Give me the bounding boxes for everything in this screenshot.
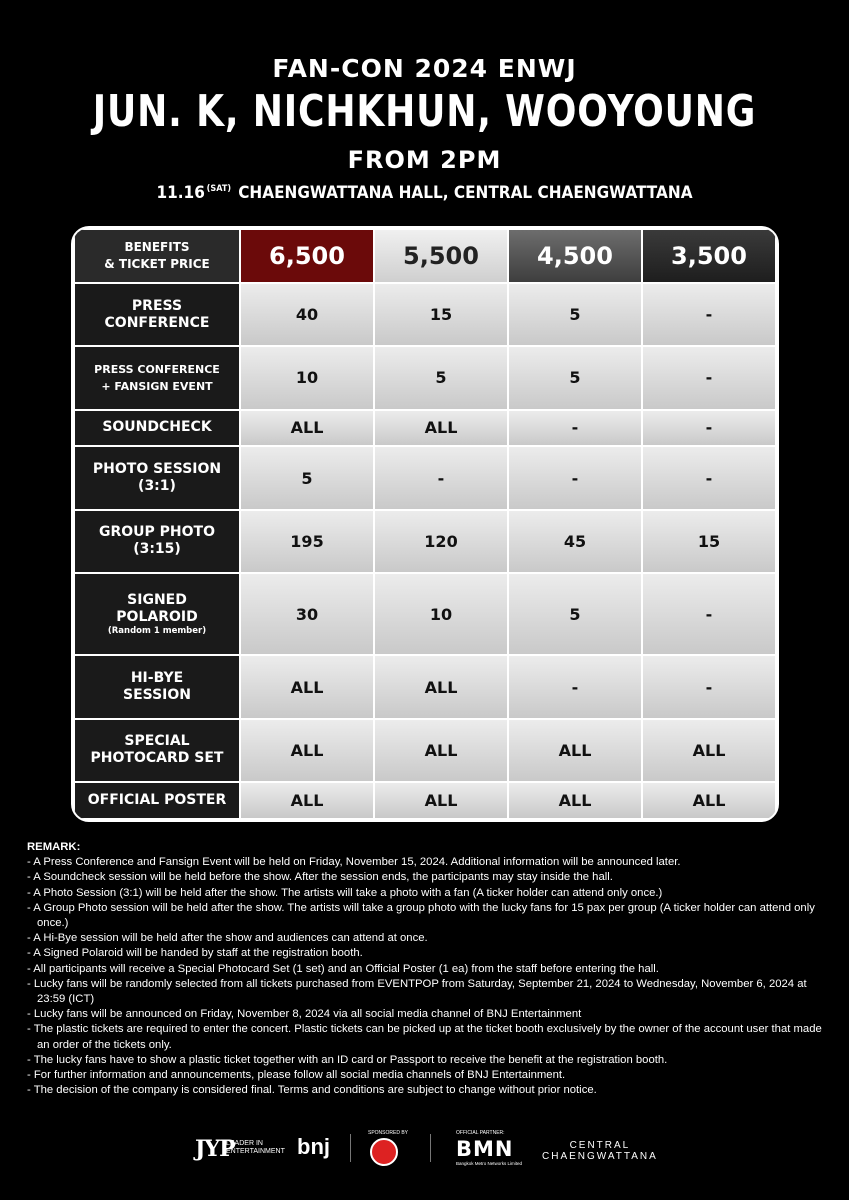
table-cell: 30 xyxy=(240,573,374,656)
central-chaengwattana-logo: CENTRAL CHAENGWATTANA xyxy=(542,1140,658,1162)
remark-item: - A Photo Session (3:1) will be held after the show. The artists will take a photo with a fan (A ticker holder can attend only once.) xyxy=(27,886,663,899)
table-row xyxy=(74,346,776,409)
price-4500: 4,500 xyxy=(508,229,642,283)
table-cell: 15 xyxy=(642,510,776,573)
remark-item: - All participants will receive a Special Photocard Set (1 set) and an Official Poster (1 ea) from the staff before entering the hall. xyxy=(27,962,659,975)
jyp-logo: JYP xyxy=(195,1136,235,1162)
sponsor-logos xyxy=(0,1128,849,1178)
jyp-tagline: LEADER IN ENTERTAINMENT xyxy=(226,1140,285,1155)
table-cell: ALL xyxy=(374,655,508,718)
sponsored-by-label: SPONSORED BY xyxy=(368,1130,409,1136)
table-cell: 195 xyxy=(240,510,374,573)
table-cell: - xyxy=(508,655,642,718)
bnj-logo: bnj xyxy=(297,1134,330,1159)
table-cell: 5 xyxy=(508,573,642,656)
row-label-hi-bye: HI-BYE SESSION xyxy=(74,655,240,718)
show-time: FROM 2PM xyxy=(347,146,502,174)
date-venue xyxy=(42,183,806,203)
table-cell: ALL xyxy=(374,719,508,782)
table-row xyxy=(74,655,776,718)
logo-divider xyxy=(350,1134,351,1162)
table-header-row xyxy=(74,229,776,283)
table-cell: ALL xyxy=(240,782,374,819)
table-cell: 45 xyxy=(508,510,642,573)
table-cell: - xyxy=(642,346,776,409)
table-cell: - xyxy=(508,446,642,509)
table-row xyxy=(74,446,776,509)
table-cell: - xyxy=(374,446,508,509)
table-cell: - xyxy=(642,573,776,656)
table-row xyxy=(74,283,776,346)
row-label-photocard-set: SPECIAL PHOTOCARD SET xyxy=(74,719,240,782)
table-row xyxy=(74,573,776,656)
bmn-tagline: Bangkok Metro Networks Limited xyxy=(456,1161,523,1166)
table-cell: ALL xyxy=(374,782,508,819)
remarks-title: REMARK: xyxy=(27,841,81,853)
table-cell: 5 xyxy=(508,283,642,346)
table-cell: - xyxy=(642,655,776,718)
table-cell: - xyxy=(642,283,776,346)
row-label-official-poster: OFFICIAL POSTER xyxy=(74,782,240,819)
remark-item: - A Group Photo session will be held after the show. The artists will take a group photo with the lucky fans for 15 pax per group (A ticker holder can attend only once.) xyxy=(27,901,815,930)
table-cell: ALL xyxy=(642,719,776,782)
artist-names: JUN. K, NICHKHUN, WOOYOUNG xyxy=(92,86,757,137)
table-row xyxy=(74,410,776,447)
table-row xyxy=(74,510,776,573)
table-row xyxy=(74,782,776,819)
row-label-press-fansign: PRESS CONFERENCE + FANSIGN EVENT xyxy=(74,346,240,409)
remark-item: - Lucky fans will be announced on Friday, November 8, 2024 via all social media channel of BNJ Entertainment xyxy=(27,1008,582,1021)
row-label-photo-session: PHOTO SESSION (3:1) xyxy=(74,446,240,509)
table-cell: ALL xyxy=(508,719,642,782)
bmn-logo: BMN xyxy=(456,1137,514,1161)
logo-divider xyxy=(430,1134,431,1162)
table-cell: 5 xyxy=(240,446,374,509)
table-header-label: BENEFITS & TICKET PRICE xyxy=(74,229,240,283)
table-cell: - xyxy=(508,410,642,447)
remark-item: - A Hi-Bye session will be held after the show and audiences can attend at once. xyxy=(27,932,428,945)
table-cell: ALL xyxy=(240,719,374,782)
remark-item: - The decision of the company is considered final. Terms and conditions are subject to change without prior notice. xyxy=(27,1084,597,1097)
table-cell: - xyxy=(642,446,776,509)
table-row xyxy=(74,719,776,782)
table-cell: ALL xyxy=(374,410,508,447)
table-cell: 5 xyxy=(508,346,642,409)
row-label-press-conference: PRESS CONFERENCE xyxy=(74,283,240,346)
table-cell: ALL xyxy=(642,782,776,819)
table-cell: ALL xyxy=(240,655,374,718)
remark-item: - A Press Conference and Fansign Event will be held on Friday, November 15, 2024. Additional information will be announced later. xyxy=(27,856,681,869)
price-5500: 5,500 xyxy=(374,229,508,283)
price-3500: 3,500 xyxy=(642,229,776,283)
table-cell: 10 xyxy=(374,573,508,656)
table-cell: ALL xyxy=(508,782,642,819)
remarks xyxy=(27,840,827,1098)
table-cell: ALL xyxy=(240,410,374,447)
event-date: 11.16 xyxy=(156,183,205,203)
price-6500: 6,500 xyxy=(240,229,374,283)
table-cell: 5 xyxy=(374,346,508,409)
remark-item: - The plastic tickets are required to enter the concert. Plastic tickets can be picked up at the ticket booth exclusively by the owner of the account user that made an order of the tickets only. xyxy=(27,1023,822,1051)
remark-item: - A Soundcheck session will be held before the show. After the session ends, the participants may stay inside the hall. xyxy=(27,871,613,884)
table-cell: 10 xyxy=(240,346,374,409)
sponsor-mascot-icon xyxy=(370,1138,398,1166)
table-cell: 40 xyxy=(240,283,374,346)
table-cell: 120 xyxy=(374,510,508,573)
remark-item: - The lucky fans have to show a plastic ticket together with an ID card or Passport to receive the benefit at the registration booth. xyxy=(27,1053,668,1066)
event-title: FAN-CON 2024 ENWJ xyxy=(272,54,577,83)
benefits-table xyxy=(71,226,779,822)
table-cell: - xyxy=(642,410,776,447)
row-label-signed-polaroid: SIGNED POLAROID (Random 1 member) xyxy=(74,573,240,656)
remark-item: - Lucky fans will be randomly selected from all tickets purchased from EVENTPOP from Saturday, September 21, 2024 to Wednesday, November 6, 2024 at 23:59 (ICT) xyxy=(27,977,807,1006)
row-label-group-photo: GROUP PHOTO (3:15) xyxy=(74,510,240,573)
event-venue: CHAENGWATTANA HALL, CENTRAL CHAENGWATTANA xyxy=(238,183,693,203)
table-cell: 15 xyxy=(374,283,508,346)
remark-item: - For further information and announcements, please follow all social media channels of BNJ Entertainment. xyxy=(27,1069,566,1082)
row-label-soundcheck: SOUNDCHECK xyxy=(74,410,240,447)
event-day: (SAT) xyxy=(206,184,232,194)
remark-item: - A Signed Polaroid will be handed by staff at the registration booth. xyxy=(27,947,363,960)
official-partner-label: OFFICIAL PARTNER: xyxy=(456,1130,505,1136)
